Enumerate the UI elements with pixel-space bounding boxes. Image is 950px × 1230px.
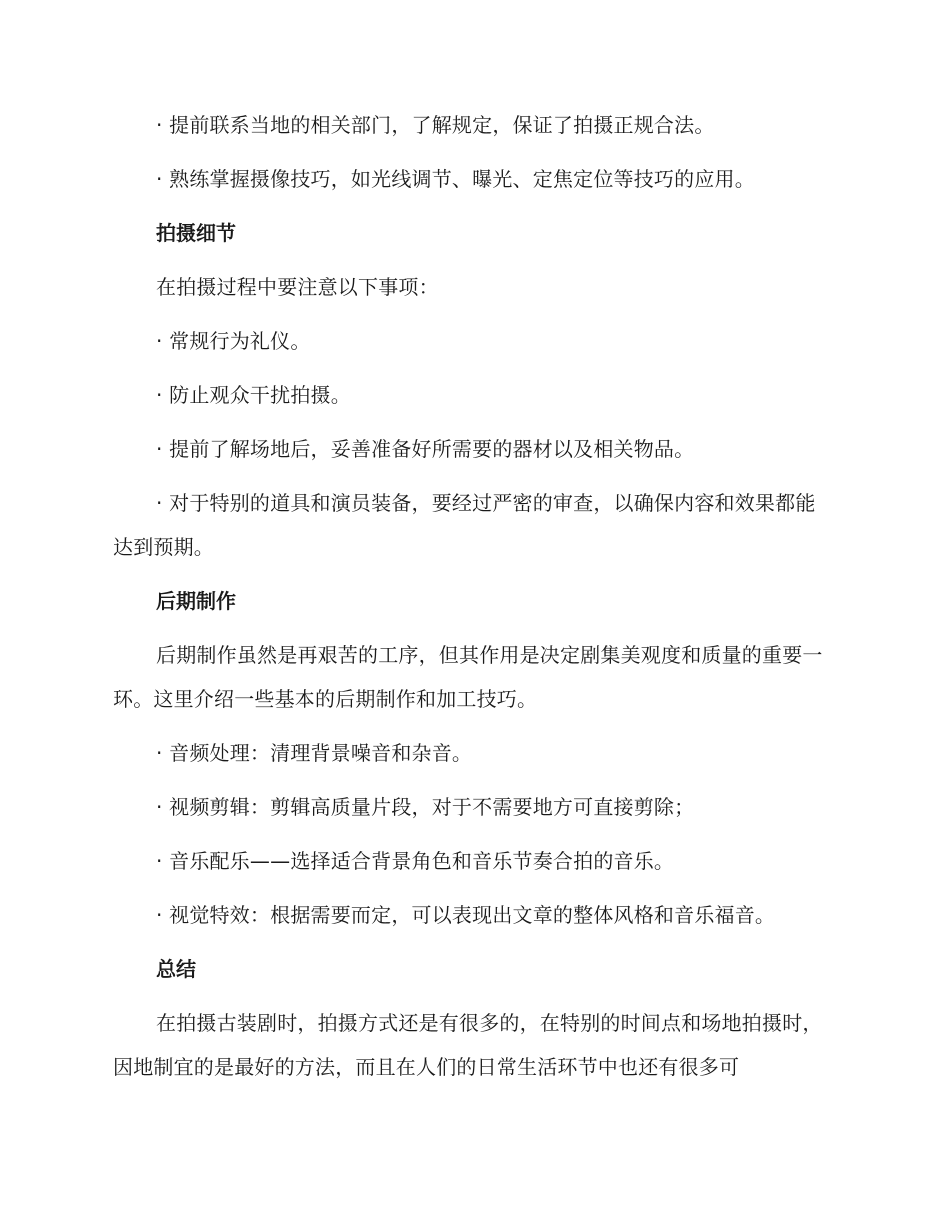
bullet-audio-processing: · 音频处理：清理背景噪音和杂音。 xyxy=(156,741,473,765)
section-heading-post-production: 后期制作 xyxy=(156,589,236,613)
bullet-contact-authorities: · 提前联系当地的相关部门，了解规定，保证了拍摄正规合法。 xyxy=(156,113,715,137)
bullet-visual-effects: · 视觉特效：根据需要而定，可以表现出文章的整体风格和音乐福音。 xyxy=(156,903,776,927)
document-page xyxy=(113,103,833,1099)
bullet-video-editing: · 视频剪辑：剪辑高质量片段，对于不需要地方可直接剪除； xyxy=(156,795,695,819)
bullet-camera-skills: · 熟练掌握摄像技巧，如光线调节、曝光、定焦定位等技巧的应用。 xyxy=(156,167,755,191)
bullet-prepare-equipment: · 提前了解场地后，妥善准备好所需要的器材以及相关物品。 xyxy=(156,437,695,461)
bullet-prevent-interference: · 防止观众干扰拍摄。 xyxy=(156,383,351,407)
summary-paragraph: 在拍摄古装剧时，拍摄方式还是有很多的，在特别的时间点和场地拍摄时，因地制宜的是最好的方法，而且在人们的日常生活环节中也还有很多可 xyxy=(113,1011,823,1079)
section-heading-shooting-details: 拍摄细节 xyxy=(156,221,236,245)
post-production-intro: 后期制作虽然是再艰苦的工序，但其作用是决定剧集美观度和质量的重要一环。这里介绍一些基本的后期制作和加工技巧。 xyxy=(113,643,823,711)
intro-shooting-notes: 在拍摄过程中要注意以下事项： xyxy=(156,275,439,299)
bullet-props-review: · 对于特别的道具和演员装备，要经过严密的审查，以确保内容和效果都能达到预期。 xyxy=(113,491,816,559)
section-heading-summary: 总结 xyxy=(156,957,196,981)
bullet-music-scoring: · 音乐配乐——选择适合背景角色和音乐节奏合拍的音乐。 xyxy=(156,849,675,873)
bullet-etiquette: · 常规行为礼仪。 xyxy=(156,329,311,353)
